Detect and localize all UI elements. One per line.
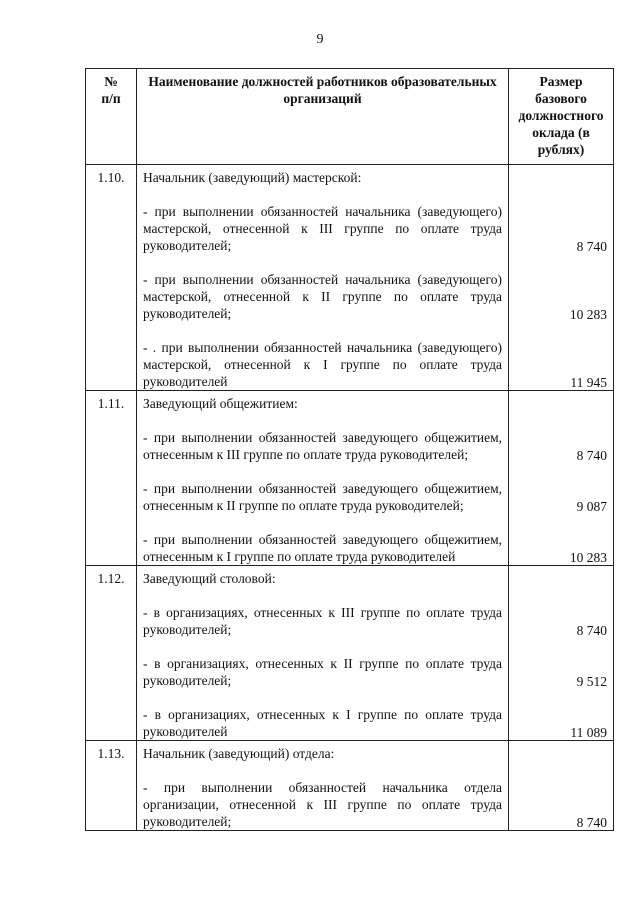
position-description	[137, 165, 509, 391]
condition-clause: - при выполнении обязанностей заведующего общежитием, отнесенным к III группе по оплате труда руководителей;	[143, 430, 502, 462]
page-number: 9	[316, 32, 324, 47]
salary-values	[509, 165, 614, 391]
salary-amount: 11 089	[570, 724, 607, 740]
header-position-name: Наименование должностей работников образовательных организаций	[137, 69, 509, 165]
table-row	[86, 165, 614, 391]
salary-amount: 11 945	[570, 374, 607, 390]
header-number: № п/п	[86, 69, 137, 165]
position-title: Заведующий общежитием:	[143, 396, 298, 411]
salary-amount: 10 283	[569, 306, 607, 322]
salary-values	[509, 566, 614, 741]
condition-clause: - в организациях, отнесенных к II группе по оплате труда руководителей;	[143, 656, 502, 688]
salary-amount: 8 740	[576, 238, 607, 254]
row-number: 1.11.	[86, 391, 137, 566]
salary-amount: 9 087	[576, 498, 607, 514]
salary-amount: 8 740	[576, 447, 607, 463]
row-number: 1.12.	[86, 566, 137, 741]
position-description	[137, 741, 509, 831]
position-description	[137, 391, 509, 566]
condition-clause: - при выполнении обязанностей заведующего общежитием, отнесенным к I группе по оплате труда руководителей	[143, 532, 502, 564]
condition-clause: - при выполнении обязанностей начальника (заведующего) мастерской, отнесенной к III группе по оплате труда руководителей;	[143, 204, 502, 253]
condition-clause: - в организациях, отнесенных к I группе по оплате труда руководителей	[143, 707, 502, 739]
row-number: 1.10.	[86, 165, 137, 391]
salary-amount: 8 740	[576, 814, 607, 830]
salary-amount: 10 283	[569, 549, 607, 565]
table-row	[86, 566, 614, 741]
salary-values	[509, 741, 614, 831]
condition-clause: - при выполнении обязанностей заведующего общежитием, отнесенным к II группе по оплате труда руководителей;	[143, 481, 502, 513]
position-title: Заведующий столовой:	[143, 571, 276, 586]
table-header-row	[86, 69, 614, 165]
condition-clause: - . при выполнении обязанностей начальника (заведующего) мастерской, отнесенной к I группе по оплате труда руководителей	[143, 340, 502, 389]
salary-amount: 8 740	[576, 622, 607, 638]
condition-clause: - при выполнении обязанностей начальника отдела организации, отнесенной к III группе по оплате труда руководителей;	[143, 780, 502, 829]
position-description	[137, 566, 509, 741]
condition-clause: - в организациях, отнесенных к III группе по оплате труда руководителей;	[143, 605, 502, 637]
header-salary: Размер базового должностного оклада (в рублях)	[509, 69, 614, 165]
salary-amount: 9 512	[576, 673, 607, 689]
table-row	[86, 741, 614, 831]
salary-table	[85, 68, 614, 831]
table-row	[86, 391, 614, 566]
position-title: Начальник (заведующий) отдела:	[143, 746, 335, 761]
row-number: 1.13.	[86, 741, 137, 831]
condition-clause: - при выполнении обязанностей начальника (заведующего) мастерской, отнесенной к II группе по оплате труда руководителей;	[143, 272, 502, 321]
salary-values	[509, 391, 614, 566]
position-title: Начальник (заведующий) мастерской:	[143, 170, 362, 185]
